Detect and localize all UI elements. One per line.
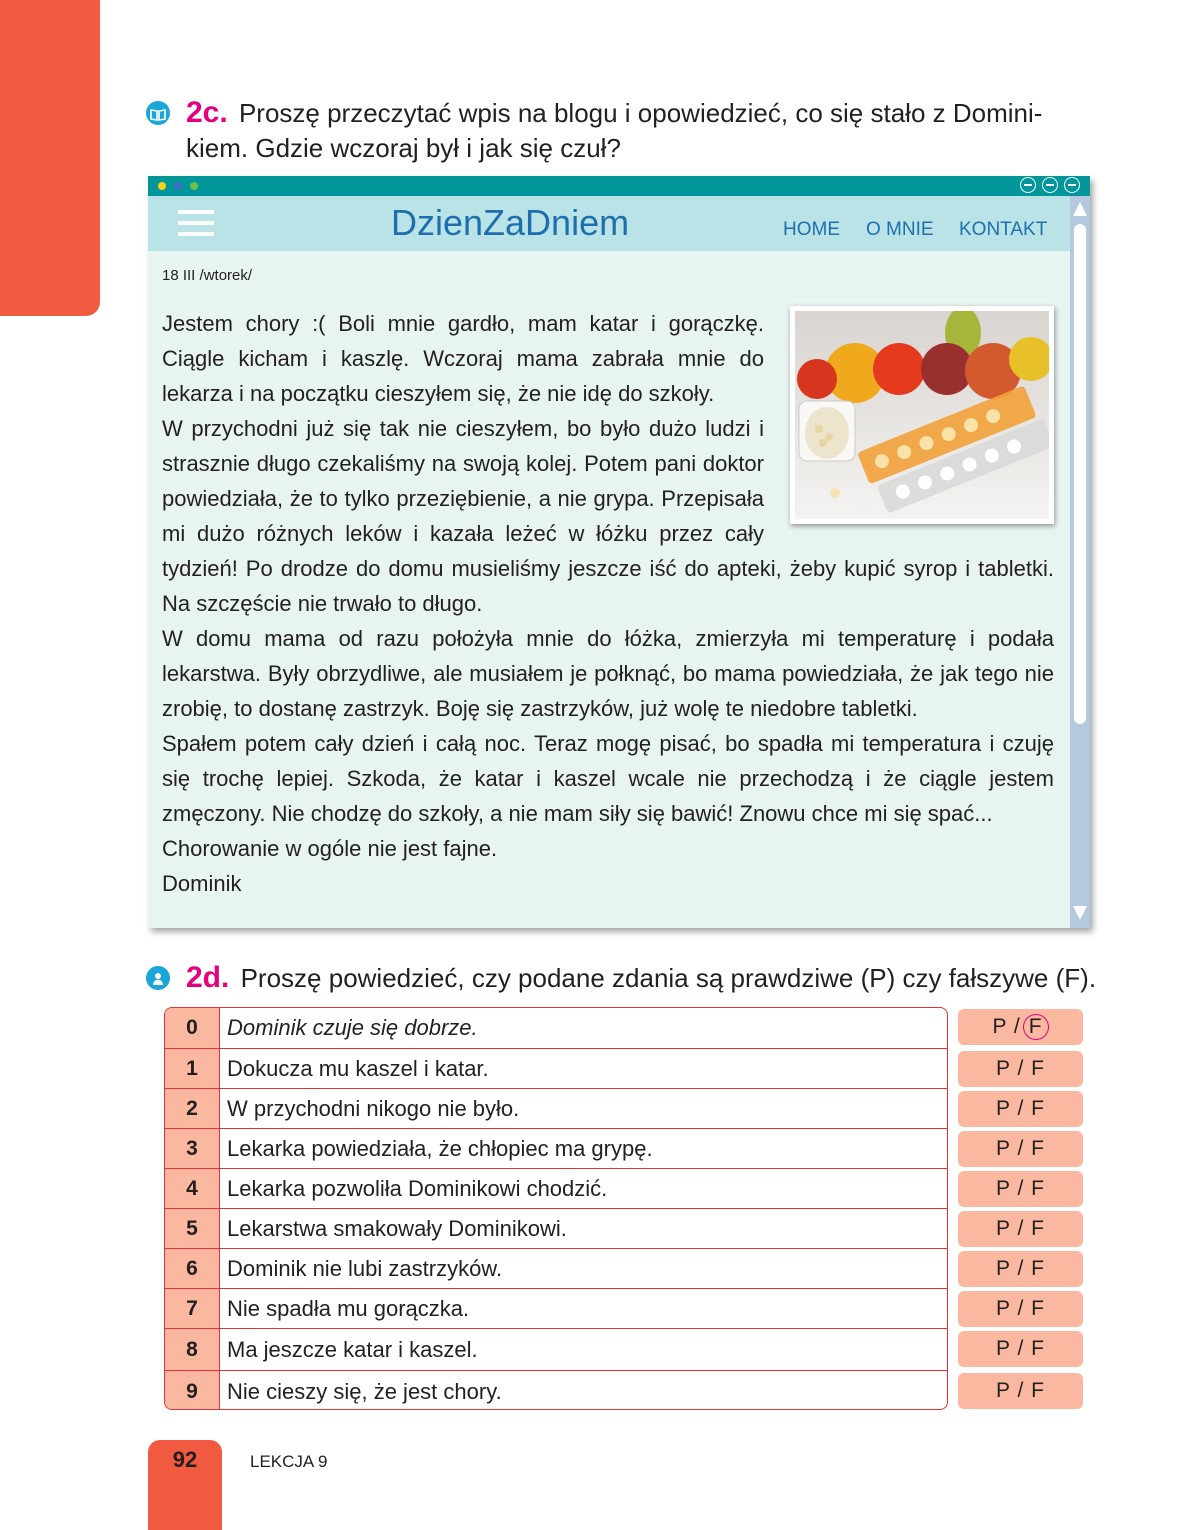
statement: Ma jeszcze katar i kaszel.: [227, 1337, 478, 1362]
exercise-2c-heading: [146, 95, 1106, 166]
blog-paragraph: W domu mama od razu położyła mnie do łóżka, zmierzyła mi temperaturę i podała lekarstwa. Były obrzydliwe, ale musiałem je połknąć, bo mama powiedziała, że jak tego nie zrobię, to dostanę zastrzyk. Boję się zastrzyków, już wolę te niedobre tabletki.: [162, 626, 1054, 721]
nav-home-link[interactable]: HOME: [783, 219, 840, 240]
table-row: [165, 1048, 948, 1088]
row-number: 4: [165, 1169, 220, 1208]
statement: Nie cieszy się, że jest chory.: [227, 1378, 502, 1404]
book-icon: [146, 101, 170, 125]
table-row: [165, 1008, 948, 1048]
statement: Lekarstwa smakowały Dominikowi.: [227, 1215, 567, 1241]
blog-navbar: [148, 196, 1070, 251]
close-icon[interactable]: [1064, 177, 1080, 193]
scroll-down-arrow-icon[interactable]: [1073, 906, 1087, 920]
circled-answer: F: [1023, 1014, 1049, 1040]
blog-post-body: [162, 306, 1054, 901]
maximize-icon[interactable]: [1042, 177, 1058, 193]
medicine-photo: [790, 306, 1054, 524]
answer-box[interactable]: P / F: [958, 1051, 1083, 1087]
nav-contact-link[interactable]: KONTAKT: [959, 219, 1048, 240]
nav-about-link[interactable]: O MNIE: [866, 219, 934, 240]
statement: Dominik nie lubi zastrzyków.: [227, 1255, 503, 1281]
row-number: 6: [165, 1249, 220, 1288]
page-number: 92: [172, 1447, 198, 1472]
answer-box[interactable]: P / F: [958, 1373, 1083, 1409]
row-number: 8: [165, 1329, 220, 1371]
statement: Lekarka pozwoliła Dominikowi chodzić.: [227, 1175, 608, 1201]
table-row: [165, 1208, 948, 1248]
answer-box[interactable]: P / F: [958, 1091, 1083, 1127]
minimize-icon[interactable]: [1020, 177, 1036, 193]
side-tab-decoration: [0, 0, 100, 316]
blog-window: [148, 176, 1090, 928]
exercise-number: 2c.: [186, 96, 228, 129]
scrollbar-thumb[interactable]: [1074, 224, 1086, 724]
instruction-line: kiem. Gdzie wczoraj był i jak się czuł?: [186, 133, 621, 163]
instruction-line: Proszę przeczytać wpis na blogu i opowiedzieć, co się stało z Domini-: [238, 98, 1043, 128]
window-dot-green: [190, 182, 198, 190]
table-row: [165, 1288, 948, 1328]
answer-box[interactable]: P / F: [958, 1131, 1083, 1167]
table-row: [165, 1370, 948, 1410]
table-row: [165, 1168, 948, 1208]
row-number: 0: [165, 1008, 220, 1048]
table-row: [165, 1128, 948, 1168]
vertical-scrollbar[interactable]: [1070, 196, 1090, 928]
answer-box[interactable]: P / F: [958, 1331, 1083, 1367]
instruction-line: Proszę powiedzieć, czy podane zdania są prawdziwe (P) czy fałszywe (F).: [240, 963, 1097, 993]
statement: Lekarka powiedziała, że chłopiec ma grypę.: [227, 1135, 653, 1161]
answer-box[interactable]: P / F: [958, 1211, 1083, 1247]
table-row: [165, 1248, 948, 1288]
row-number: 2: [165, 1089, 220, 1128]
exercise-number: 2d.: [186, 961, 230, 994]
scroll-up-arrow-icon[interactable]: [1073, 202, 1087, 216]
row-number: 5: [165, 1209, 220, 1248]
statement: Dominik czuje się dobrze.: [227, 1015, 478, 1040]
hamburger-menu-icon[interactable]: [178, 210, 214, 236]
blog-paragraph: W przychodni już się tak nie cieszyłem, bo było dużo ludzi i strasznie długo czekaliśmy na swoją kolej. Potem pani doktor powiedziała, że to tylko przeziębienie, a nie grypa. Przepisała mi dużo różnych leków i kazała leżeć w łóżku przez cały tydzień! Po drodze do domu musieliśmy jeszcze iść do apteki, żeby kupić syrop i tabletki. Na szczęście nie trwało to długo.: [162, 416, 1054, 616]
post-date: 18 III /wtorek/: [162, 267, 253, 284]
true-false-table: [164, 1007, 948, 1410]
blog-title: DzienZaDniem: [391, 202, 630, 243]
statement: W przychodni nikogo nie było.: [227, 1095, 520, 1121]
statement: Dokucza mu kaszel i katar.: [227, 1055, 489, 1081]
answer-box[interactable]: P / F: [958, 1291, 1083, 1327]
row-number: 9: [165, 1371, 220, 1410]
answer-box-example[interactable]: P / F: [958, 1009, 1083, 1045]
answer-box[interactable]: P / F: [958, 1251, 1083, 1287]
window-dot-yellow: [158, 182, 166, 190]
blog-paragraph: Jestem chory :( Boli mnie gardło, mam katar i gorączkę. Ciągle kicham i kaszlę. Wczoraj mama zabrała mnie do lekarza i na początku cieszyłem się, że nie idę do szkoły.: [162, 311, 764, 406]
window-titlebar: [148, 176, 1090, 196]
table-row: [165, 1328, 948, 1371]
answer-box[interactable]: P / F: [958, 1171, 1083, 1207]
speaking-icon: [146, 966, 170, 990]
blog-paragraph: Chorowanie w ogóle nie jest fajne.: [162, 836, 498, 861]
row-number: 3: [165, 1129, 220, 1168]
lesson-label: LEKCJA 9: [250, 1452, 328, 1471]
table-row: [165, 1088, 948, 1128]
blog-signature: Dominik: [162, 871, 242, 896]
blog-paragraph: Spałem potem cały dzień i całą noc. Teraz mogę pisać, bo spadła mi temperatura i czuję się trochę lepiej. Szkoda, że katar i kaszel wcale nie przechodzą i że ciągle jestem zmęczony. Nie chodzę do szkoły, a nie mam siły się bawić! Znowu chce mi się spać...: [162, 731, 1054, 826]
row-number: 7: [165, 1289, 220, 1328]
exercise-2d-heading: [146, 960, 1106, 996]
row-number: 1: [165, 1049, 220, 1088]
window-dot-blue: [174, 182, 182, 190]
statement: Nie spadła mu gorączka.: [227, 1295, 470, 1321]
